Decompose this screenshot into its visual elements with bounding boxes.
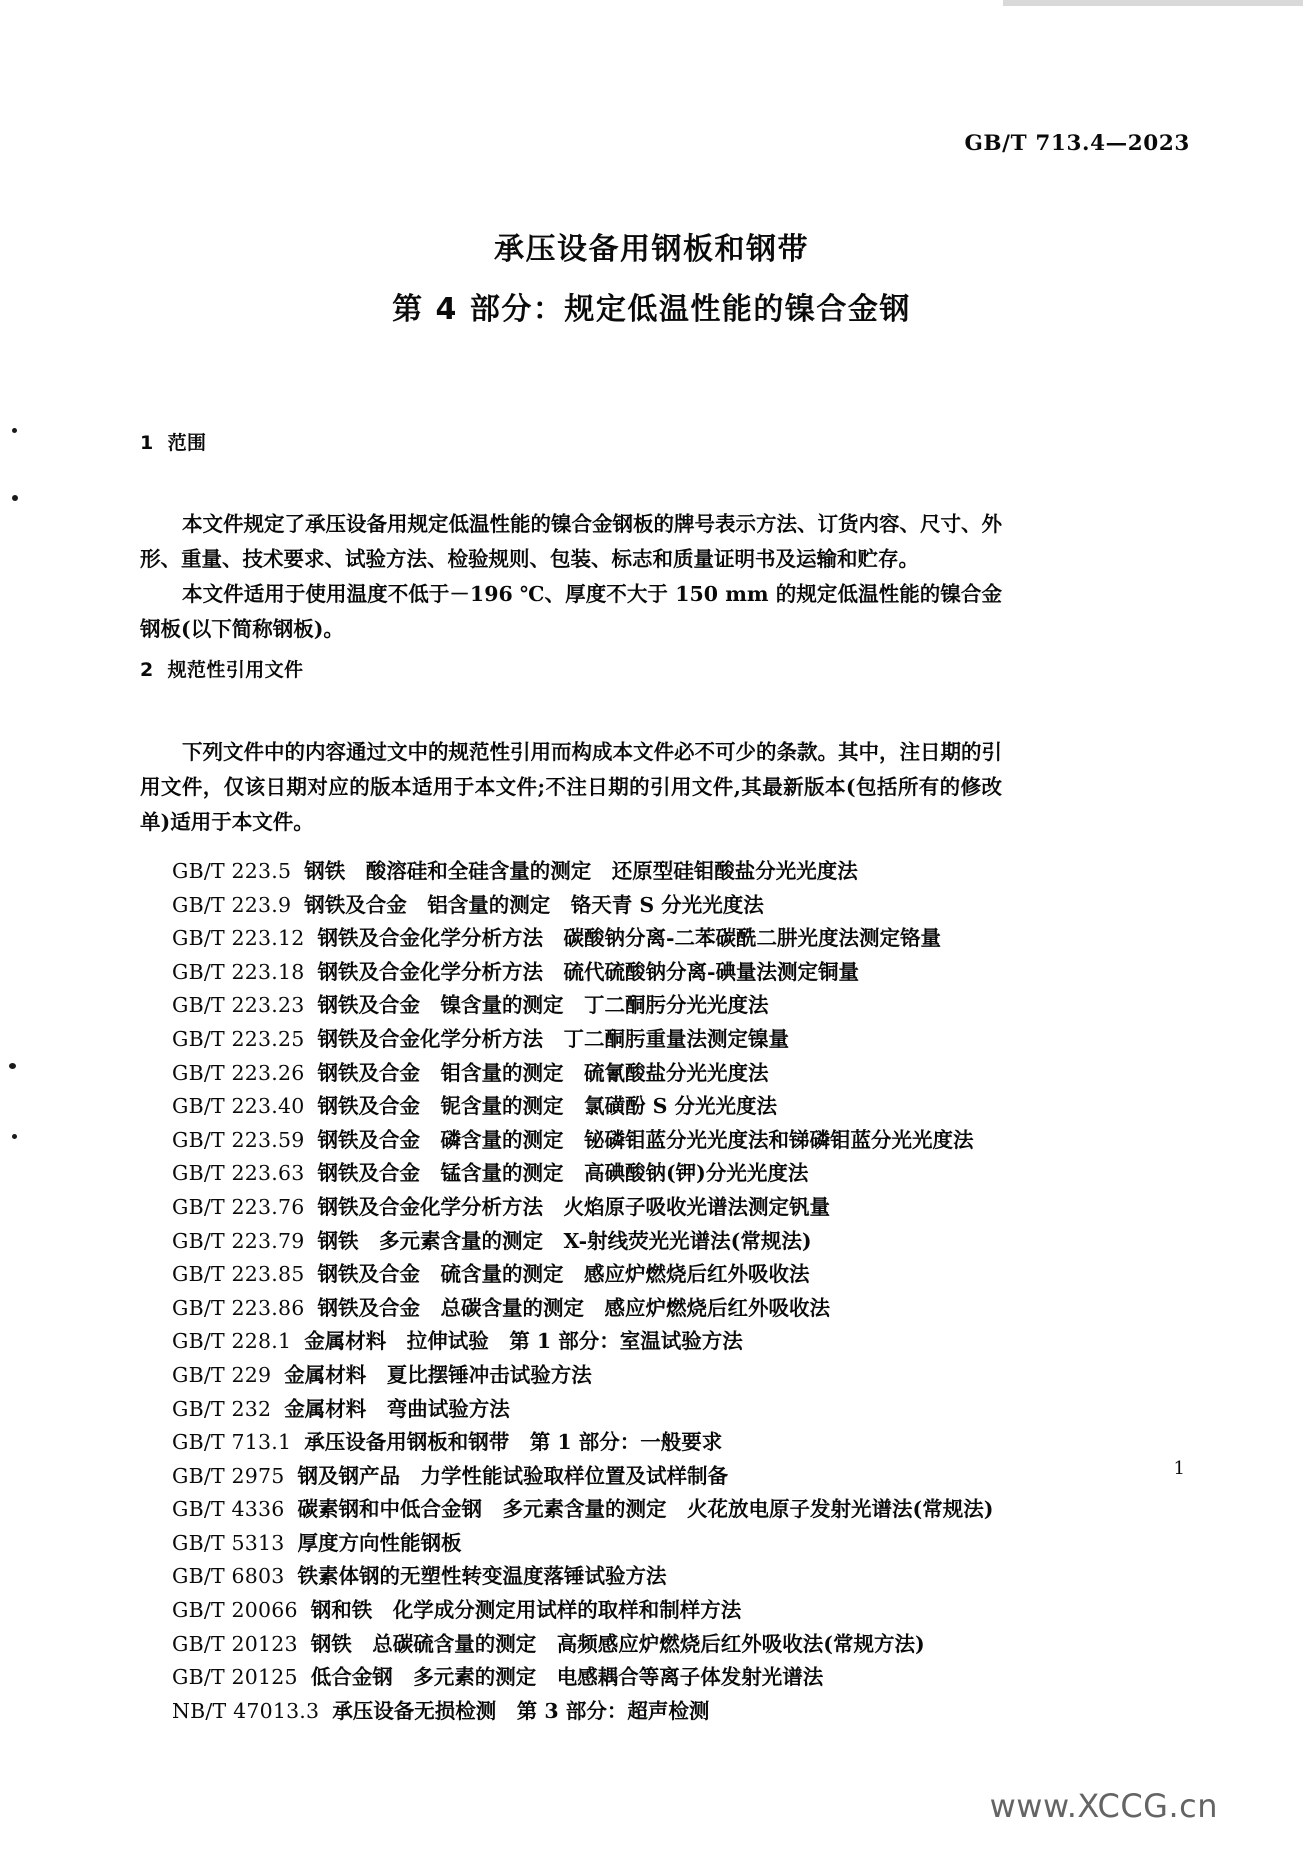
reference-title: 钢铁及合金 铌含量的测定 氯磺酚 S 分光光度法 [317, 1094, 778, 1119]
reference-title: 钢铁及合金化学分析方法 碳酸钠分离-二苯碳酰二肼光度法测定铬量 [317, 926, 941, 951]
reference-item [172, 1023, 1172, 1057]
reference-code: GB/T 2975 [172, 1463, 285, 1488]
watermark: www.XCCG.cn [989, 1787, 1218, 1825]
reference-code: GB/T 6803 [172, 1564, 285, 1589]
reference-item [172, 1057, 1172, 1091]
reference-code: GB/T 713.1 [172, 1430, 292, 1455]
reference-item [172, 1661, 1172, 1695]
reference-title: 金属材料 夏比摆锤冲击试验方法 [284, 1362, 592, 1387]
reference-item [172, 989, 1172, 1023]
reference-title: 钢铁及合金 磷含量的测定 铋磷钼蓝分光光度法和锑磷钼蓝分光光度法 [317, 1127, 974, 1152]
scan-edge-artifact [1003, 0, 1303, 6]
reference-code: GB/T 223.18 [172, 959, 305, 984]
reference-title: 低合金钢 多元素的测定 电感耦合等离子体发射光谱法 [310, 1665, 824, 1690]
reference-code: GB/T 5313 [172, 1530, 285, 1555]
reference-code: GB/T 223.5 [172, 859, 292, 883]
reference-code: GB/T 223.40 [172, 1094, 305, 1119]
reference-item [172, 1426, 1172, 1460]
reference-item [172, 922, 1172, 956]
reference-item [172, 1191, 1172, 1225]
document-standard-number: GB/T 713.4—2023 [964, 131, 1190, 156]
reference-item [172, 1258, 1172, 1292]
reference-code: GB/T 223.25 [172, 1026, 305, 1051]
reference-title: 钢铁及合金 锰含量的测定 高碘酸钠(钾)分光光度法 [317, 1161, 809, 1186]
section-1-paragraph-2: 本文件适用于使用温度不低于－196 ℃、厚度不大于 150 mm 的规定低温性能的镍合金钢板(以下简称钢板)。 [140, 582, 1002, 641]
reference-code: GB/T 223.9 [172, 892, 292, 917]
scan-speck [12, 428, 17, 433]
title-line-2: 第 4 部分：规定低温性能的镍合金钢 [392, 292, 911, 327]
reference-item [172, 1124, 1172, 1158]
reference-title: 铁素体钢的无塑性转变温度落锤试验方法 [297, 1564, 667, 1589]
reference-item [172, 1225, 1172, 1259]
reference-item [172, 1594, 1172, 1628]
reference-title: 钢铁 酸溶硅和全硅含量的测定 还原型硅钼酸盐分光光度法 [304, 859, 858, 883]
reference-item [172, 889, 1172, 923]
reference-item [172, 1560, 1172, 1594]
reference-code: GB/T 232 [172, 1396, 272, 1421]
reference-title: 钢铁 多元素含量的测定 X-射线荧光光谱法(常规法) [317, 1228, 812, 1253]
reference-title: 厚度方向性能钢板 [297, 1530, 462, 1555]
reference-code: NB/T 47013.3 [172, 1698, 320, 1723]
scan-speck [12, 1134, 17, 1139]
reference-item [172, 855, 1172, 889]
reference-code: GB/T 223.76 [172, 1194, 305, 1219]
reference-title: 钢铁及合金化学分析方法 丁二酮肟重量法测定镍量 [317, 1026, 789, 1051]
reference-code: GB/T 223.59 [172, 1127, 305, 1152]
reference-item [172, 1393, 1172, 1427]
section-number-2: 2 [140, 659, 154, 681]
reference-code: GB/T 229 [172, 1362, 272, 1387]
reference-code: GB/T 20066 [172, 1598, 298, 1623]
reference-title: 金属材料 拉伸试验 第 1 部分：室温试验方法 [304, 1329, 743, 1354]
reference-code: GB/T 223.23 [172, 993, 305, 1018]
reference-title: 承压设备无损检测 第 3 部分：超声检测 [332, 1698, 710, 1723]
section-heading-2 [140, 655, 303, 682]
section-2-paragraph-1: 下列文件中的内容通过文中的规范性引用而构成本文件必不可少的条款。其中，注日期的引用文件，仅该日期对应的版本适用于本文件;不注日期的引用文件,其最新版本(包括所有的修改单)适用于本文件。 [140, 740, 1002, 834]
scan-speck [9, 1063, 16, 1069]
reference-code: GB/T 4336 [172, 1497, 285, 1522]
reference-code: GB/T 223.79 [172, 1228, 305, 1253]
title-line-1: 承压设备用钢板和钢带 [494, 232, 809, 267]
reference-code: GB/T 228.1 [172, 1329, 292, 1354]
reference-title: 金属材料 弯曲试验方法 [284, 1396, 510, 1421]
reference-title: 钢铁及合金 钼含量的测定 硫氰酸盐分光光度法 [317, 1060, 769, 1085]
reference-title: 钢铁及合金化学分析方法 硫代硫酸钠分离-碘量法测定铜量 [317, 959, 859, 984]
reference-code: GB/T 223.12 [172, 926, 305, 951]
reference-code: GB/T 223.63 [172, 1161, 305, 1186]
reference-title: 钢铁及合金 硫含量的测定 感应炉燃烧后红外吸收法 [317, 1262, 810, 1287]
reference-title: 钢铁 总碳硫含量的测定 高频感应炉燃烧后红外吸收法(常规方法) [310, 1631, 925, 1656]
reference-code: GB/T 223.26 [172, 1060, 305, 1085]
reference-item [172, 1359, 1172, 1393]
reference-item [172, 1527, 1172, 1561]
reference-code: GB/T 223.85 [172, 1262, 305, 1287]
page-title [0, 224, 1303, 336]
reference-title: 钢及钢产品 力学性能试验取样位置及试样制备 [297, 1463, 729, 1488]
section-title-2: 规范性引用文件 [167, 659, 304, 681]
reference-item [172, 1090, 1172, 1124]
section-heading-1 [140, 428, 206, 455]
reference-item [172, 1325, 1172, 1359]
reference-item [172, 1628, 1172, 1662]
reference-code: GB/T 20123 [172, 1631, 298, 1656]
reference-title: 钢和铁 化学成分测定用试样的取样和制样方法 [310, 1598, 742, 1623]
reference-title: 钢铁及合金化学分析方法 火焰原子吸收光谱法测定钒量 [317, 1194, 830, 1219]
reference-code: GB/T 223.86 [172, 1295, 305, 1320]
section-number-1: 1 [140, 432, 154, 454]
reference-item [172, 1292, 1172, 1326]
section-title-1: 范围 [167, 432, 207, 454]
reference-title: 承压设备用钢板和钢带 第 1 部分：一般要求 [304, 1430, 723, 1455]
page-number: 1 [1173, 1458, 1185, 1479]
reference-title: 碳素钢和中低合金钢 多元素含量的测定 火花放电原子发射光谱法(常规法) [297, 1497, 994, 1522]
reference-title: 钢铁及合金 铝含量的测定 铬天青 S 分光光度法 [304, 892, 764, 917]
reference-title: 钢铁及合金 总碳含量的测定 感应炉燃烧后红外吸收法 [317, 1295, 830, 1320]
reference-item [172, 1493, 1172, 1527]
scan-speck [12, 495, 18, 501]
reference-item [172, 1157, 1172, 1191]
reference-code: GB/T 20125 [172, 1665, 298, 1690]
section-1-paragraph-1: 本文件规定了承压设备用规定低温性能的镍合金钢板的牌号表示方法、订货内容、尺寸、外形、重量、技术要求、试验方法、检验规则、包装、标志和质量证明书及运输和贮存。 [140, 512, 1002, 571]
reference-item [172, 956, 1172, 990]
normative-references-list [172, 855, 1172, 1728]
reference-item [172, 1460, 1172, 1494]
reference-item [172, 1695, 1172, 1729]
reference-title: 钢铁及合金 镍含量的测定 丁二酮肟分光光度法 [317, 993, 769, 1018]
